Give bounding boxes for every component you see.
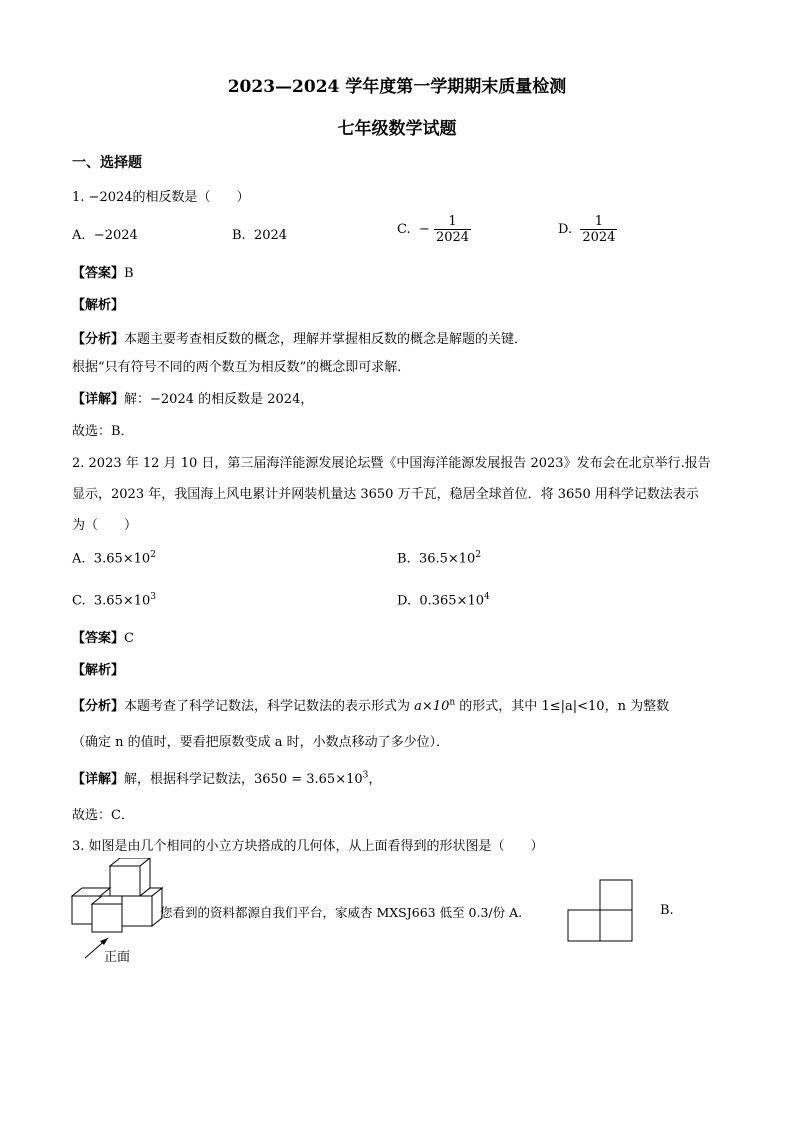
grid-square xyxy=(568,910,600,941)
formula: a×10 xyxy=(414,699,450,714)
q2-option-a xyxy=(72,550,156,566)
detail-exponent: 3 xyxy=(362,770,369,781)
detail-text: 解，根据科学记数法，3650 = 3.65×10 xyxy=(124,772,363,787)
option-exponent: 4 xyxy=(484,592,490,602)
q1-detail xyxy=(72,388,313,407)
q2-analysis-tag: 【解析】 xyxy=(72,663,125,678)
fenxi-text: 本题考查了科学记数法，科学记数法的表示形式为 xyxy=(124,699,411,714)
option-sign: − xyxy=(418,222,430,237)
grid-square xyxy=(600,880,632,910)
formula-exponent: n xyxy=(449,697,456,708)
stem-value: −2024 xyxy=(88,190,133,205)
numerator: 1 xyxy=(580,214,617,230)
q1-option-d xyxy=(558,214,617,245)
q1-option-c xyxy=(397,214,471,245)
fenxi-text: 本题主要考查相反数的概念，理解并掌握相反数的概念是解题的关键． xyxy=(124,332,528,347)
fenxi-tag: 【分析】 xyxy=(72,699,125,714)
q3-option-b-label: B. xyxy=(660,903,674,918)
fenxi-tag: 【分析】 xyxy=(72,332,125,347)
option-exponent: 2 xyxy=(475,550,482,560)
detail-text-2: ， xyxy=(368,772,382,787)
option-label: A. xyxy=(72,551,86,567)
option-base: 3.65×10 xyxy=(93,593,151,609)
option-exponent: 3 xyxy=(150,592,157,602)
q2-stem-line-3: 为（ ） xyxy=(72,518,138,533)
q2-stem-line-2: 显示，2023 年，我国海上风电累计并网装机量达 3650 万千瓦，稳居全球首位．将 3650 用科学记数法表示 xyxy=(72,487,699,502)
denominator: 2024 xyxy=(582,230,616,245)
option-label: D. xyxy=(397,593,412,609)
option-label: B. xyxy=(232,228,246,243)
option-value: −2024 xyxy=(93,228,138,243)
section-heading: 一、选择题 xyxy=(72,155,142,171)
answer-value: B xyxy=(124,266,134,281)
answer-value: C xyxy=(124,631,134,646)
detail-text: 解：−2024 的相反数是 2024， xyxy=(124,392,314,407)
q1-fenxi xyxy=(72,328,527,347)
cube-face xyxy=(72,888,110,896)
detail-tag: 【详解】 xyxy=(72,392,125,407)
q2-option-c xyxy=(72,592,156,608)
option-label: C. xyxy=(72,593,86,609)
option-label: D. xyxy=(558,222,573,237)
stem-text: 的相反数是（ ） xyxy=(132,190,250,205)
cube-face xyxy=(92,904,122,932)
option-exponent: 2 xyxy=(150,550,156,560)
q2-option-d xyxy=(397,592,490,608)
denominator: 2024 xyxy=(435,230,470,245)
fraction xyxy=(434,214,471,245)
q2-option-b xyxy=(397,550,481,566)
detail-tag: 【详解】 xyxy=(72,772,125,787)
q1-fenxi-2: 根据“只有符号不同的两个数互为相反数”的概念即可求解． xyxy=(72,360,411,375)
q1-option-b xyxy=(232,228,287,243)
option-base: 0.365×10 xyxy=(419,593,485,609)
q2-stem-line-1: 2. 2023 年 12 月 10 日，第三届海洋能源发展论坛暨《中国海洋能源发展报告 2023》发布会在北京举行.报告 xyxy=(72,456,711,471)
answer-tag: 【答案】 xyxy=(72,631,125,646)
fraction xyxy=(580,214,617,245)
numerator: 1 xyxy=(434,214,471,230)
exam-title: 2023—2024 学年度第一学期期末质量检测 xyxy=(227,77,567,97)
option-base: 36.5×10 xyxy=(418,551,476,567)
q2-fenxi-2: （确定 n 的值时，要看把原数变成 a 时，小数点移动了多少位）． xyxy=(72,735,450,750)
q1-conclusion: 故选：B． xyxy=(72,424,134,439)
question-1-stem xyxy=(72,186,250,205)
grid-square xyxy=(600,910,632,941)
exam-subtitle: 七年级数学试题 xyxy=(337,119,457,139)
option-label: C. xyxy=(397,222,411,237)
option-label: B. xyxy=(397,551,411,567)
front-label: 正面 xyxy=(104,950,131,965)
option-base: 3.65×10 xyxy=(93,551,151,567)
watermark-text-and-option-a-label: 您看到的资料都源自我们平台，家威杏 MXSJ663 低至 0.3/份 A. xyxy=(160,905,523,920)
cube-face xyxy=(122,896,152,926)
q1-analysis-tag: 【解析】 xyxy=(72,298,125,313)
q2-conclusion: 故选：C． xyxy=(72,808,134,823)
range-formula: 1≤|a|<10 xyxy=(541,699,605,714)
q1-option-a xyxy=(72,228,138,243)
q3-stem: 3. 如图是由几个相同的小立方块搭成的几何体，从上面看得到的形状图是（ ） xyxy=(72,839,544,854)
fenxi-text-3: ，n 为整数 xyxy=(604,699,670,714)
option-label: A. xyxy=(72,228,86,243)
q2-detail xyxy=(72,768,381,787)
question-number: 1. xyxy=(72,190,85,205)
fenxi-text-2: 的形式，其中 xyxy=(459,699,538,714)
q2-fenxi xyxy=(72,695,669,714)
answer-tag: 【答案】 xyxy=(72,266,125,281)
q2-answer xyxy=(72,627,134,646)
option-value: 2024 xyxy=(253,228,288,243)
q3-option-a-figure xyxy=(566,878,636,944)
cube-face xyxy=(110,866,140,896)
q1-answer xyxy=(72,262,134,281)
